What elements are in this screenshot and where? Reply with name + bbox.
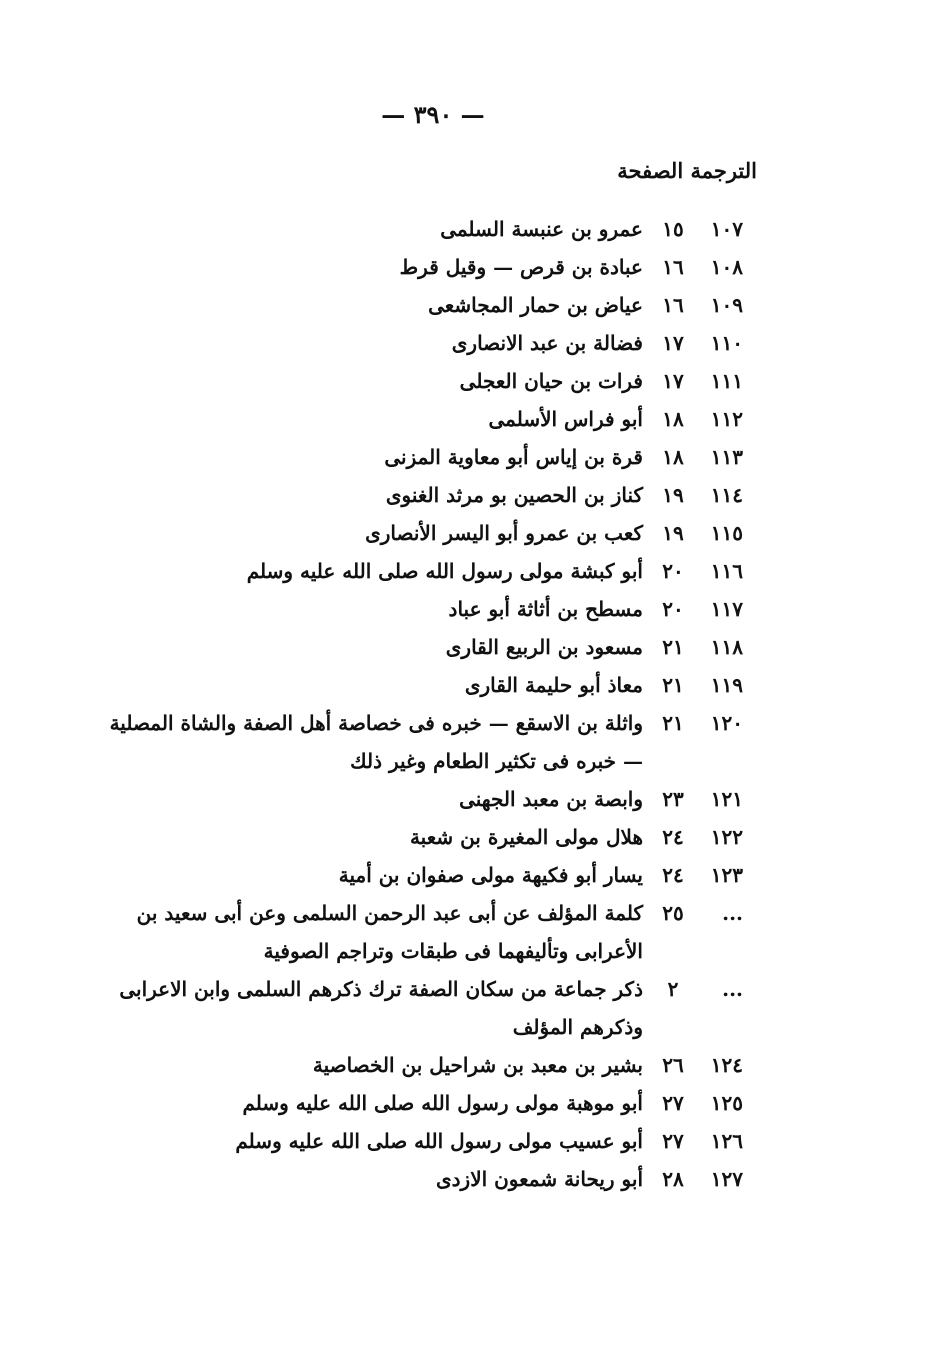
entry-number: ١١١ bbox=[710, 369, 743, 393]
entry-number: ١١٦ bbox=[710, 559, 743, 583]
toc-entry bbox=[103, 1160, 743, 1198]
entry-page: ١٦ bbox=[662, 255, 684, 279]
entry-page: ١٧ bbox=[662, 369, 684, 393]
entry-title: كناز بن الحصين بو مرثد الغنوى bbox=[385, 483, 643, 507]
toc-entry bbox=[103, 590, 743, 628]
entry-number: ... bbox=[722, 901, 743, 925]
toc-entry bbox=[103, 856, 743, 894]
toc-entry bbox=[103, 514, 743, 552]
entry-number: ١٠٨ bbox=[710, 255, 743, 279]
entry-page: ١٦ bbox=[662, 293, 684, 317]
entry-number: ١١٧ bbox=[710, 597, 743, 621]
entry-title: وابصة بن معبد الجهنى bbox=[459, 787, 643, 811]
entry-page: ٢٤ bbox=[662, 825, 684, 849]
entry-title: عياض بن حمار المجاشعى bbox=[428, 293, 643, 317]
entry-number: ١٢٤ bbox=[710, 1053, 743, 1077]
entry-page: ٢٦ bbox=[662, 1053, 684, 1077]
entry-title: كلمة المؤلف عن أبى عبد الرحمن السلمى وعن أبى سعيد بن الأعرابى وتأليفهما فى طبقات وتراجم الصوفية bbox=[136, 901, 643, 963]
column-header: الترجمة الصفحة bbox=[617, 158, 757, 183]
entry-number: ... bbox=[722, 977, 743, 1001]
entry-title: قرة بن إياس أبو معاوية المزنى bbox=[384, 445, 643, 469]
toc-entry bbox=[103, 400, 743, 438]
toc-entry bbox=[103, 1084, 743, 1122]
entry-page: ٢٥ bbox=[662, 901, 684, 925]
entry-number: ١٢٠ bbox=[710, 711, 743, 735]
toc-entry bbox=[103, 628, 743, 666]
toc-entry bbox=[103, 970, 743, 1046]
entry-title: مسعود بن الربيع القارى bbox=[445, 635, 643, 659]
entry-number: ١٠٩ bbox=[710, 293, 743, 317]
entry-number: ١١٩ bbox=[710, 673, 743, 697]
toc-entry bbox=[103, 704, 743, 780]
entry-page: ٢٠ bbox=[662, 559, 684, 583]
entry-page: ٢ bbox=[667, 977, 679, 1001]
toc-entry bbox=[103, 476, 743, 514]
entry-title: أبو موهبة مولى رسول الله صلى الله عليه وسلم bbox=[242, 1091, 643, 1115]
entry-number: ١١٠ bbox=[710, 331, 743, 355]
entry-page: ٢١ bbox=[662, 635, 684, 659]
entry-page: ٢٧ bbox=[662, 1129, 684, 1153]
entry-number: ١١٣ bbox=[710, 445, 743, 469]
entry-page: ٢٤ bbox=[662, 863, 684, 887]
entry-title: يسار أبو فكيهة مولى صفوان بن أمية bbox=[338, 863, 643, 887]
entry-title: بشير بن معبد بن شراحيل بن الخصاصية bbox=[312, 1053, 643, 1077]
toc-entry bbox=[103, 362, 743, 400]
entry-number: ١٢٥ bbox=[710, 1091, 743, 1115]
toc-entry bbox=[103, 438, 743, 476]
entry-page: ٢١ bbox=[662, 673, 684, 697]
entry-page: ١٨ bbox=[662, 407, 684, 431]
entry-title: هلال مولى المغيرة بن شعبة bbox=[409, 825, 643, 849]
entry-title: واثلة بن الاسقع — خبره فى خصاصة أهل الصفة والشاة المصلية — خبره فى تكثير الطعام وغير ذلك bbox=[109, 711, 643, 773]
entry-title: مسطح بن أثاثة أبو عباد bbox=[448, 597, 643, 621]
entry-number: ١٢٦ bbox=[710, 1129, 743, 1153]
toc-entry bbox=[103, 248, 743, 286]
toc-entry bbox=[103, 552, 743, 590]
entry-number: ١١٨ bbox=[710, 635, 743, 659]
entry-page: ٢٠ bbox=[662, 597, 684, 621]
toc-entry bbox=[103, 780, 743, 818]
entry-page: ٢١ bbox=[662, 711, 684, 735]
entry-page: ١٩ bbox=[662, 521, 684, 545]
entry-title: أبو ريحانة شمعون الازدى bbox=[435, 1167, 643, 1191]
toc-entry bbox=[103, 1122, 743, 1160]
entry-page: ١٩ bbox=[662, 483, 684, 507]
entry-number: ١٢٣ bbox=[710, 863, 743, 887]
entry-page: ١٧ bbox=[662, 331, 684, 355]
entry-number: ١١٢ bbox=[710, 407, 743, 431]
entry-title: ذكر جماعة من سكان الصفة ترك ذكرهم السلمى وابن الاعرابى وذكرهم المؤلف bbox=[119, 977, 643, 1039]
entry-title: فرات بن حيان العجلى bbox=[459, 369, 643, 393]
toc-list bbox=[103, 210, 743, 1198]
toc-entry bbox=[103, 286, 743, 324]
toc-entry bbox=[103, 324, 743, 362]
entry-title: عبادة بن قرص — وقيل قرط bbox=[399, 255, 643, 279]
entry-number: ١٠٧ bbox=[710, 217, 743, 241]
entry-title: كعب بن عمرو أبو اليسر الأنصارى bbox=[365, 521, 643, 545]
entry-title: أبو عسيب مولى رسول الله صلى الله عليه وسلم bbox=[235, 1129, 643, 1153]
toc-entry bbox=[103, 666, 743, 704]
entry-title: فضالة بن عبد الانصارى bbox=[451, 331, 643, 355]
entry-page: ٢٧ bbox=[662, 1091, 684, 1115]
entry-page: ١٥ bbox=[662, 217, 684, 241]
toc-entry bbox=[103, 818, 743, 856]
entry-title: معاذ أبو حليمة القارى bbox=[464, 673, 643, 697]
entry-number: ١٢٢ bbox=[710, 825, 743, 849]
toc-entry bbox=[103, 894, 743, 970]
entry-page: ٢٣ bbox=[662, 787, 684, 811]
entry-title: أبو كبشة مولى رسول الله صلى الله عليه وسلم bbox=[246, 559, 643, 583]
page-number: — ٣٩٠ — bbox=[381, 100, 485, 129]
entry-number: ١٢٧ bbox=[710, 1167, 743, 1191]
entry-title: أبو فراس الأسلمى bbox=[488, 407, 643, 431]
toc-entry bbox=[103, 1046, 743, 1084]
entry-page: ١٨ bbox=[662, 445, 684, 469]
entry-number: ١١٤ bbox=[710, 483, 743, 507]
entry-title: عمرو بن عنبسة السلمى bbox=[440, 217, 643, 241]
entry-number: ١٢١ bbox=[710, 787, 743, 811]
entry-number: ١١٥ bbox=[710, 521, 743, 545]
toc-entry bbox=[103, 210, 743, 248]
entry-page: ٢٨ bbox=[662, 1167, 684, 1191]
